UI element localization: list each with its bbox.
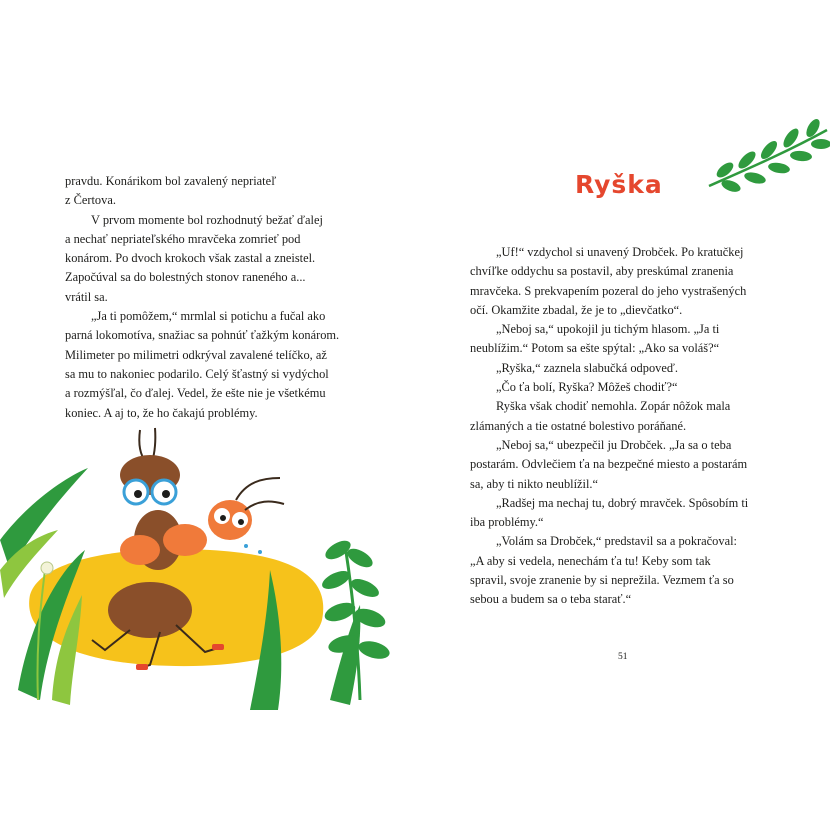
paragraph (470, 320, 785, 359)
text-line: konárom. Po dvoch krokoch však zastal a zneistel. (65, 251, 316, 266)
text-line: „Neboj sa,“ ubezpečil ju Drobček. „Ja sa o teba (496, 437, 732, 452)
text-line: a rozmýšľal, čo ďalej. Vedel, že ešte nie je všetkému (65, 386, 326, 401)
chapter-title: Ryška (575, 170, 663, 199)
text-line: „Ryška,“ zaznela slabučká odpoveď. (496, 360, 678, 375)
text-line: z Čertova. (65, 193, 116, 208)
text-line: a nechať nepriateľského mravčeka zomrieť pod (65, 231, 301, 246)
right-page (415, 0, 830, 830)
paragraph (470, 532, 785, 609)
text-line: „Volám sa Drobček,“ predstavil sa a pokračoval: (496, 534, 737, 549)
paragraph (470, 378, 785, 397)
text-line: iba problémy.“ (470, 515, 544, 530)
paragraph (470, 397, 785, 436)
text-line: „Čo ťa bolí, Ryška? Môžeš chodiť?“ (496, 380, 678, 395)
text-line: „Uf!“ vzdychol si unavený Drobček. Po kratučkej (496, 245, 744, 259)
paragraph (65, 211, 375, 307)
page-number: 51 (618, 652, 628, 662)
text-line: neublížim.“ Potom sa ešte spýtal: „Ako sa voláš?“ (470, 341, 720, 356)
text-line: zlámaných a tie ostatné bolestivo poráňané. (470, 418, 687, 433)
paragraph (65, 307, 375, 423)
paragraph (470, 494, 785, 533)
flower-head (41, 562, 53, 574)
paragraph (470, 359, 785, 378)
text-line: sebou a budem sa o teba starať.“ (470, 592, 632, 607)
text-line: Ryška však chodiť nemohla. Zopár nôžok mala (496, 399, 731, 414)
text-line: parná lokomotíva, snažiac sa pohnúť ťažkým konárom. (65, 328, 340, 343)
text-line: chvíľke oddychu sa postavil, aby preskúmal zranenia (470, 264, 734, 279)
text-line: pravdu. Konárikom bol zavalený nepriateľ (65, 174, 277, 188)
text-line: mravčeka. S prekvapením pozeral do jeho vystrašených (470, 283, 747, 298)
text-line: Započúval sa do bolestných stonov raneného a... (65, 270, 306, 285)
grass-blade (0, 468, 88, 570)
text-line: Milimeter po milimetri odkrýval zavalené telíčko, až (65, 347, 327, 362)
ants-carrying-illustration (0, 420, 415, 710)
text-line: „Radšej ma nechaj tu, dobrý mravček. Spôsobím ti (496, 495, 749, 510)
text-line: očí. Okamžite zbadal, že je to „dievčatko“. (470, 302, 683, 317)
right-page-text (470, 243, 785, 610)
text-line: koniec. A aj to, že ho čakajú problémy. (65, 405, 258, 420)
fern-plant (319, 537, 391, 700)
text-line: vrátil sa. (65, 289, 108, 304)
leafy-branch-icon (705, 118, 830, 193)
paragraph (470, 243, 785, 320)
text-line: sa mu to nakoniec podarilo. Celý šťastný si vydýchol (65, 366, 329, 381)
text-line: V prvom momente bol rozhodnutý bežať ďalej (91, 212, 323, 227)
text-line: sa, aby ti nikto neublížil.“ (470, 476, 599, 491)
paragraph (470, 436, 785, 494)
text-line: spravil, svoje zranenie by si neprežila. Vezmem ťa so (470, 573, 734, 588)
text-line: „Neboj sa,“ upokojil ju tichým hlasom. „Ja ti (496, 322, 720, 337)
text-line: postarám. Odvlečiem ťa na bezpečné miesto a postarám (470, 457, 748, 472)
paragraph (65, 172, 375, 211)
text-line: „A aby si vedela, nenechám ťa tu! Keby som tak (470, 553, 711, 568)
text-line: „Ja ti pomôžem,“ mrmlal si potichu a fučal ako (91, 309, 326, 324)
left-page-text (65, 172, 375, 423)
